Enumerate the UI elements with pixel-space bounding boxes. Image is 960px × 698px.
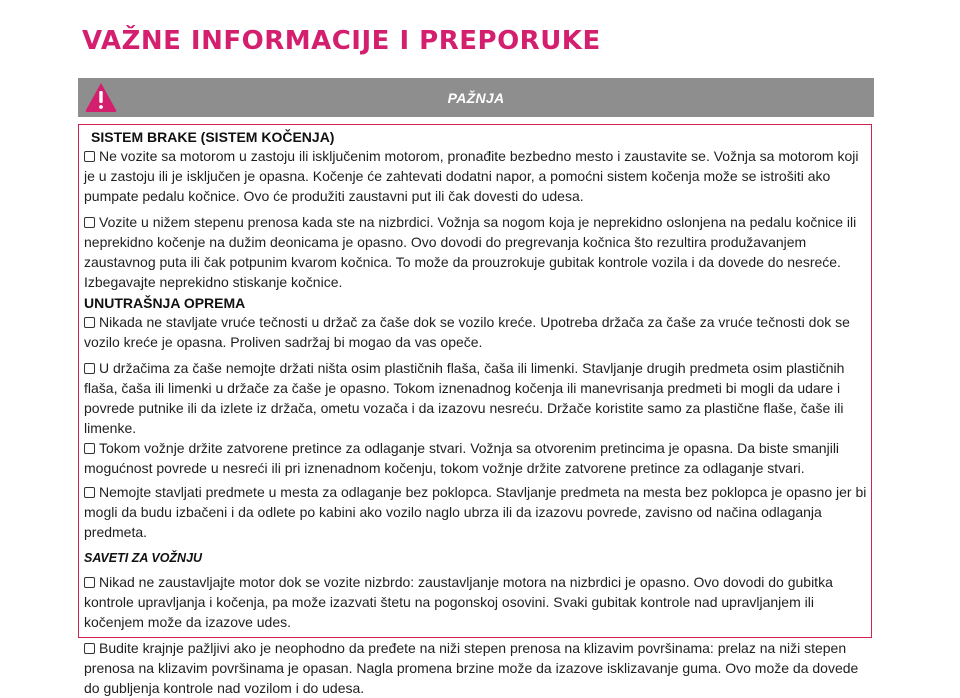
checkbox-square-icon [84, 151, 95, 162]
paragraph: Vozite u nižem stepenu prenosa kada ste na nizbrdici. Vožnja sa nogom koja je neprekidno oslonjena na pedalu kočnice ili neprekidno kočenje na dužim deonicama je opasno. Ovo dovodi do pregrevanja kočnica što rezultira produžavanjem zaustavnog puta ili čak potpunim kvarom kočnica. To može da prouzrokuje gubitak kontrole vozila i da dovede do nesreće. Izbegavajte neprekidno stiskanje kočnice. [84, 214, 857, 290]
warning-header [78, 78, 874, 117]
section-heading-interior: UNUTRAŠNJA OPREMA [84, 295, 246, 311]
checkbox-square-icon [84, 443, 95, 454]
warning-content-box [78, 124, 872, 696]
page-title: VAŽNE INFORMACIJE I PREPORUKE [82, 26, 601, 56]
checkbox-square-icon [84, 217, 95, 228]
paragraph: U držačima za čaše nemojte držati ništa osim plastičnih flaša, čaša ili limenki. Stavljanje drugih predmeta osim plastičnih flaša, čaša ili limenki u držače za čaše je opasno. Tokom iznenadnog kočenja ili manevrisanja predmeti bi mogli da udare i povrede putnike ili da izlete iz držača, ometu vozača i da izazovu nesreću. Držače koristite samo za plastične flaše, čaše ili limenke. [84, 360, 845, 436]
paragraph: Tokom vožnje držite zatvorene pretince za odlaganje stvari. Vožnja sa otvorenim pretincima je opasna. Da biste smanjili mogućnost povrede u nesreći ili pri iznenadnom kočenju, tokom vožnje držite zatvorene pretince za odlaganje stvari. [84, 440, 840, 476]
paragraph: Budite krajnje pažljivi ako je neophodno da pređete na niži stepen prenosa na klizavim površinama: prelaz na niži stepen prenosa na klizavim površinama je opasan. Nagla promena brzine može da izazove isklizavanje guma. Ovo može da dovede do gubljenja kontrole nad vozilom i do udesa. [84, 640, 859, 696]
warning-triangle-icon [84, 81, 118, 113]
checkbox-square-icon [84, 363, 95, 374]
paragraph: Nikad ne zaustavljajte motor dok se vozite nizbrdo: zaustavljanje motora na nizbrdici je opasno. Ovo dovodi do gubitka kontrole upravljanja i kočenja, pa može izazvati štetu na pogonskoj osovini. Svaki gubitak kontrole nad upravljanjem ili kočenjem može da izazove udes. [84, 574, 833, 630]
paragraph: Nemojte stavljati predmete u mesta za odlaganje bez poklopca. Stavljanje predmeta na mesta bez poklopca je opasno jer bi mogli da budu izbačeni i da odlete po kabini ako vozilo naglo ubrza ili da izazovu povrede, zavisno od načina odlaganja predmeta. [84, 484, 867, 540]
paragraph: Ne vozite sa motorom u zastoju ili isključenim motorom, pronađite bezbedno mesto i zaustavite se. Vožnja sa motorom koji je u zastoju ili je isključen je opasna. Kočenje će zahtevati dodatni napor, a pomoćni sistem kočenja može se istrošiti ako pumpate pedalu kočnice. Ovo će produžiti zaustavni put ili čak dovesti do udesa. [84, 148, 859, 204]
section-heading-driving-tips: SAVETI ZA VOŽNJU [84, 551, 203, 565]
checkbox-square-icon [84, 487, 95, 498]
warning-label: PAŽNJA [447, 89, 505, 106]
section-heading-brakes: SISTEM BRAKE (SISTEM KOČENJA) [91, 129, 335, 145]
checkbox-square-icon [84, 643, 95, 654]
checkbox-square-icon [84, 317, 95, 328]
paragraph: Nikada ne stavljate vruće tečnosti u držač za čaše dok se vozilo kreće. Upotreba držača za čaše za vruće tečnosti dok se vozilo kreće je opasna. Proliven sadržaj bi mogao da vas opeče. [84, 314, 850, 350]
checkbox-square-icon [84, 577, 95, 588]
